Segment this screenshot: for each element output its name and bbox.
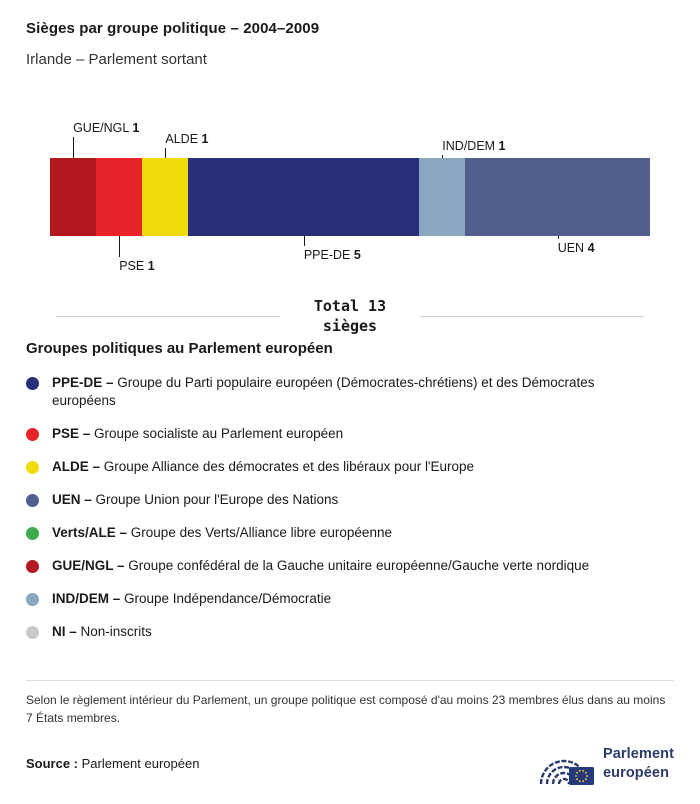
bar-segment-ppe-de[interactable] <box>188 158 419 236</box>
bar-segment-alde[interactable] <box>142 158 188 236</box>
label-tick <box>165 148 166 158</box>
label-tick <box>304 236 305 246</box>
legend-item-ind-dem <box>26 590 674 609</box>
page-title: Sièges par groupe politique – 2004–2009 <box>26 20 320 37</box>
bar-label-gue-ngl <box>73 122 139 159</box>
bar-label-alde <box>165 133 208 159</box>
legend-item-ni <box>26 623 674 642</box>
legend-dot <box>26 428 39 441</box>
footer-divider <box>26 680 674 681</box>
stacked-bar <box>50 158 650 236</box>
bar-label-ppe-de <box>304 236 361 262</box>
bar-label-text: UEN 4 <box>557 241 595 255</box>
bar-label-pse <box>119 236 154 273</box>
legend <box>0 340 700 642</box>
legend-title: Groupes politiques au Parlement européen <box>26 339 333 357</box>
legend-dot <box>26 593 39 606</box>
header <box>0 0 700 68</box>
bar-label-ind-dem <box>442 140 505 159</box>
bar-label-text: ALDE 1 <box>165 131 209 146</box>
bar-segment-ind-dem[interactable] <box>419 158 465 236</box>
bar-segment-pse[interactable] <box>96 158 142 236</box>
total-rule-right <box>420 316 644 317</box>
legend-label: IND/DEM – Groupe Indépendance/Démocratie <box>52 590 332 606</box>
legend-dot <box>26 527 39 540</box>
legend-label: PPE-DE – Groupe du Parti populaire européen (Démocrates-chrétiens) et des Démocrates européens <box>52 374 595 409</box>
total-line1: Total 13 <box>313 297 387 315</box>
bar-label-text: IND/DEM 1 <box>442 138 506 153</box>
legend-label: GUE/NGL – Groupe confédéral de la Gauche unitaire européenne/Gauche verte nordique <box>52 557 590 573</box>
bar-segment-uen[interactable] <box>465 158 650 236</box>
source-label: Source : <box>26 756 79 772</box>
bottom-row <box>26 743 674 785</box>
ep-hemicycle-icon <box>538 743 594 785</box>
logo-text <box>603 745 674 781</box>
legend-item-verts-ale <box>26 524 674 543</box>
source-value: Parlement européen <box>81 756 200 772</box>
bar-segment-gue-ngl[interactable] <box>50 158 96 236</box>
bar-label-text: GUE/NGL 1 <box>73 120 140 135</box>
logo-line2: européen <box>602 764 670 781</box>
legend-dot <box>26 560 39 573</box>
legend-dot <box>26 494 39 507</box>
legend-label: PSE – Groupe socialiste au Parlement européen <box>52 426 344 442</box>
legend-label: Verts/ALE – Groupe des Verts/Alliance libre européenne <box>52 524 392 540</box>
label-tick <box>119 236 120 257</box>
total-row <box>56 296 644 337</box>
legend-item-uen <box>26 491 674 510</box>
footnote: Selon le règlement intérieur du Parlement, un groupe politique est composé d'au moins 23 membres élus dans au moins 7 États membres. <box>26 692 666 725</box>
eu-flag <box>569 767 594 785</box>
label-tick <box>73 137 74 158</box>
logo-line1: Parlement <box>602 746 674 763</box>
legend-item-gue-ngl <box>26 557 674 576</box>
legend-dot <box>26 626 39 639</box>
legend-list <box>26 374 674 642</box>
legend-item-ppe-de <box>26 374 674 412</box>
bar-label-text: PSE 1 <box>119 259 155 273</box>
total-seats-label <box>280 296 420 337</box>
bar-label-uen <box>558 236 595 255</box>
label-tick <box>442 155 443 158</box>
page-subtitle: Irlande – Parlement sortant <box>26 51 207 68</box>
bar-label-text: PPE-DE 5 <box>303 248 361 262</box>
legend-dot <box>26 377 39 390</box>
legend-dot <box>26 461 39 474</box>
legend-label: ALDE – Groupe Alliance des démocrates et des libéraux pour l'Europe <box>52 459 475 475</box>
legend-label: NI – Non-inscrits <box>52 623 152 639</box>
source-line <box>26 756 199 771</box>
legend-item-pse <box>26 425 674 444</box>
bar-wrap <box>50 120 650 273</box>
total-line2: sièges <box>322 317 378 336</box>
legend-label: UEN – Groupe Union pour l'Europe des Nations <box>52 492 339 508</box>
parliament-logo <box>538 743 674 785</box>
legend-item-alde <box>26 458 674 477</box>
total-rule-left <box>56 316 280 317</box>
